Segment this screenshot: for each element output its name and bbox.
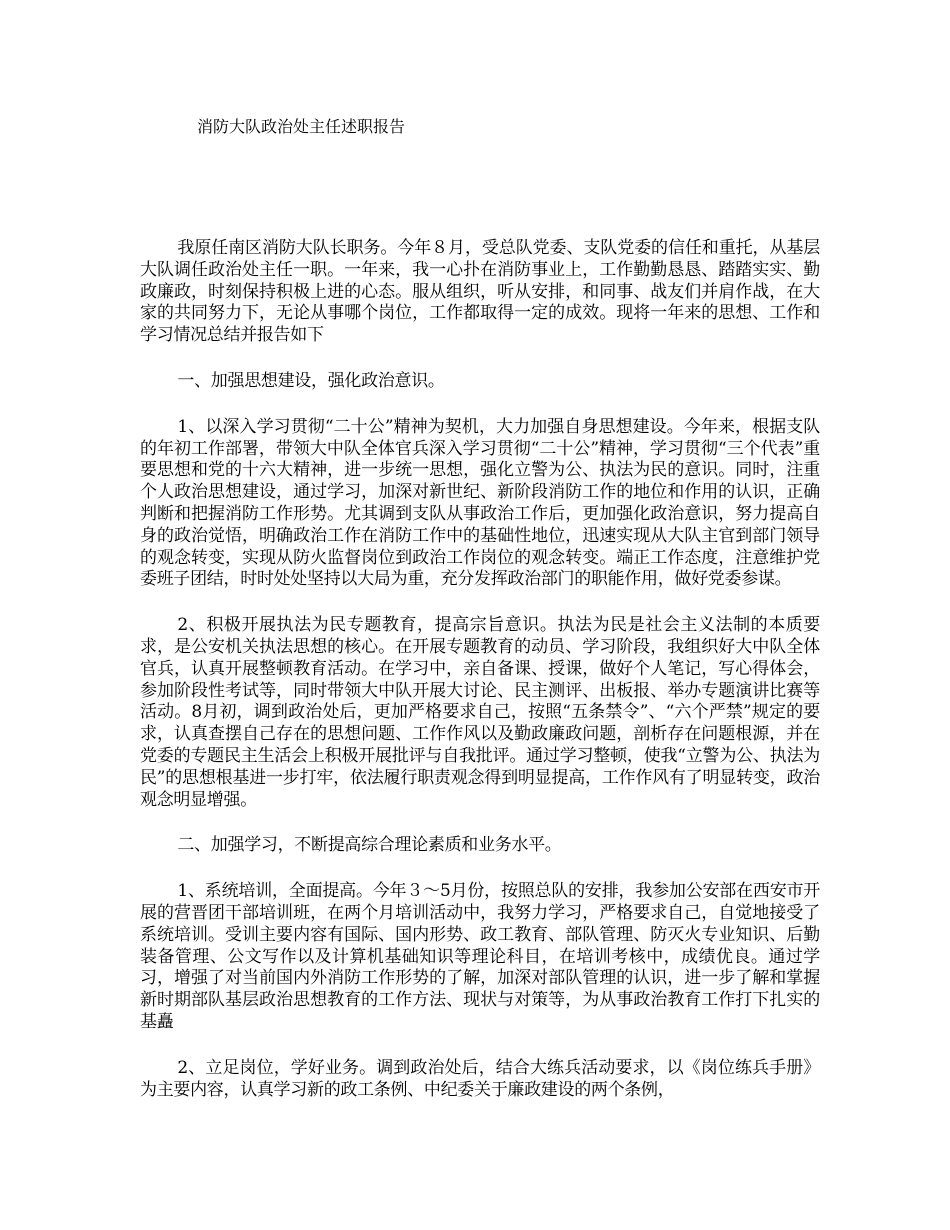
section-heading-2: 二、加强学习，不断提高综合理论素质和业务水平。 [177,835,562,856]
paragraph-2-1: 1、系统培训，全面提高。今年３～5月份，按照总队的安排，我参加公安部在西安市开展的营晋团干部培训班，在两个月培训活动中，我努力学习，严格要求自己，自觉地接受了系统培训。受训主要内容有国际、国内形势、政工教育、部队管理、防灭火专业知识、后勤装备管理、公文写作以及计算机基础知识等理论科目，在培训考核中，成绩优良。通过学习，增强了对当前国内外消防工作形势的了解，加深对部队管理的认识，进一步了解和掌握新时期部队基层政治思想教育的工作方法、现状与对策等，为从事政治教育工作打下扎实的基矗 [140,881,820,1032]
document-title: 消防大队政治处主任述职报告 [197,117,406,136]
paragraph-1-1: 1、以深入学习贯彻“二十公”精神为契机，大力加强自身思想建设。今年来，根据支队的年初工作部署，带领大中队全体官兵深入学习贯彻“二十公”精神，学习贯彻“三个代表”重要思想和党的十六大精神，进一步统一思想，强化立警为公、执法为民的意识。同时，注重个人政治思想建设，通过学习，加深对新世纪、新阶段消防工作的地位和作用的认识，正确判断和把握消防工作形势。尤其调到支队从事政治工作后，更加强化政治意识，努力提高自身的政治觉悟，明确政治工作在消防工作中的基础性地位，迅速实现从大队主官到部门领导的观念转变，实现从防火监督岗位到政治工作岗位的观念转变。端正工作态度，注意维护党委班子团结，时时处处坚持以大局为重，充分发挥政治部门的职能作用，做好党委参谋。 [140,416,820,590]
paragraph-1-2: 2、积极开展执法为民专题教育，提高宗旨意识。执法为民是社会主义法制的本质要求，是公安机关执法思想的核心。在开展专题教育的动员、学习阶段，我组织好大中队全体官兵，认真开展整顿教育活动。在学习中，亲自备课、授课，做好个人笔记，写心得体会，参加阶段性考试等，同时带领大中队开展大讨论、民主测评、出板报、举办专题演讲比赛等活动。8月初，调到政治处后，更加严格要求自己，按照“五条禁令”、“六个严禁”规定的要求，认真查摆自己存在的思想问题、工作作风以及勤政廉政问题，剖析存在问题根源，并在党委的专题民主生活会上积极开展批评与自我批评。通过学习整顿，使我“立警为公、执法为民”的思想根基进一步打牢，依法履行职责观念得到明显提高，工作作风有了明显转变，政治观念明显增强。 [140,615,820,810]
section-heading-1: 一、加强思想建设，强化政治意识。 [177,370,445,391]
document-body [140,238,820,1125]
intro-paragraph: 我原任南区消防大队长职务。今年８月，受总队党委、支队党委的信任和重托，从基层大队调任政治处主任一职。一年来，我一心扑在消防事业上，工作勤勤恳恳、踏踏实实、勤政廉政，时刻保持积极上进的心态。服从组织，听从安排，和同事、战友们并肩作战，在大家的共同努力下，无论从事哪个岗位，工作都取得一定的成效。现将一年来的思想、工作和学习情况总结并报告如下 [140,238,820,346]
paragraph-2-2: 2、立足岗位，学好业务。调到政治处后，结合大练兵活动要求，以《岗位练兵手册》为主要内容，认真学习新的政工条例、中纪委关于廉政建设的两个条例， [140,1057,820,1100]
